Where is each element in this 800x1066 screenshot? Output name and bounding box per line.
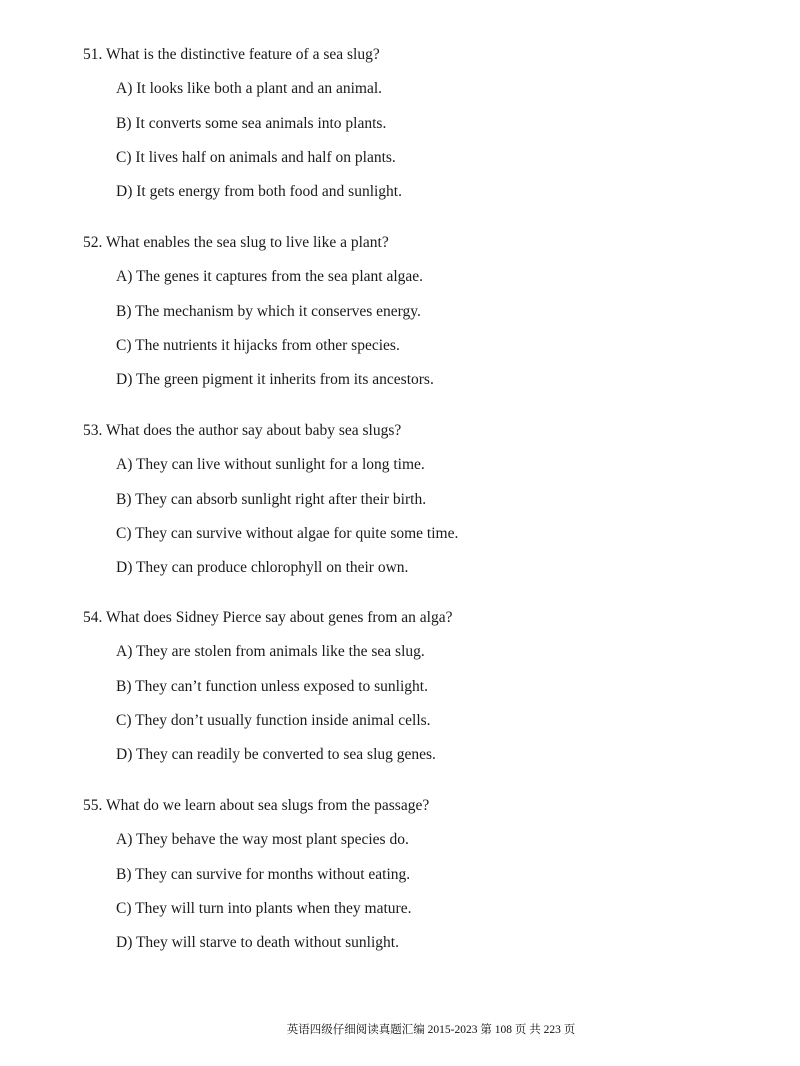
options-list: [83, 267, 763, 390]
options-list: [83, 79, 763, 202]
option-c: C) They can survive without algae for quite some time.: [116, 524, 459, 542]
option-d: D) The green pigment it inherits from its ancestors.: [116, 371, 434, 389]
option-a: A) They are stolen from animals like the sea slug.: [116, 643, 425, 661]
option-b: B) They can’t function unless exposed to sunlight.: [116, 677, 428, 695]
option-a: A) They behave the way most plant species do.: [116, 831, 409, 849]
option-c: C) They will turn into plants when they mature.: [116, 899, 412, 917]
question-55: [83, 796, 763, 953]
question-prompt: 51. What is the distinctive feature of a sea slug?: [83, 46, 380, 63]
question-51: [83, 45, 763, 202]
options-list: [83, 830, 763, 953]
option-a: A) They can live without sunlight for a long time.: [116, 456, 425, 474]
options-list: [83, 642, 763, 765]
option-b: B) The mechanism by which it conserves energy.: [116, 302, 421, 320]
question-prompt: 54. What does Sidney Pierce say about genes from an alga?: [83, 609, 453, 626]
options-list: [83, 455, 763, 578]
option-b: B) They can survive for months without eating.: [116, 865, 411, 883]
option-d: D) They will starve to death without sunlight.: [116, 934, 399, 952]
question-prompt: 55. What do we learn about sea slugs from the passage?: [83, 797, 430, 814]
question-prompt: 52. What enables the sea slug to live like a plant?: [83, 234, 389, 251]
option-d: D) They can readily be converted to sea slug genes.: [116, 746, 436, 764]
option-c: C) It lives half on animals and half on plants.: [116, 148, 396, 166]
option-c: C) They don’t usually function inside animal cells.: [116, 711, 431, 729]
page-footer: 英语四级仔细阅读真题汇编 2015-2023 第 108 页 共 223 页: [286, 1024, 576, 1036]
option-c: C) The nutrients it hijacks from other species.: [116, 336, 400, 354]
option-b: B) It converts some sea animals into plants.: [116, 114, 387, 132]
question-prompt: 53. What does the author say about baby sea slugs?: [83, 422, 402, 439]
question-54: [83, 608, 763, 765]
option-b: B) They can absorb sunlight right after their birth.: [116, 490, 427, 508]
question-52: [83, 233, 763, 390]
option-d: D) It gets energy from both food and sunlight.: [116, 183, 402, 201]
option-a: A) It looks like both a plant and an animal.: [116, 80, 383, 98]
option-a: A) The genes it captures from the sea plant algae.: [116, 268, 424, 286]
option-d: D) They can produce chlorophyll on their own.: [116, 559, 409, 577]
question-53: [83, 421, 763, 578]
